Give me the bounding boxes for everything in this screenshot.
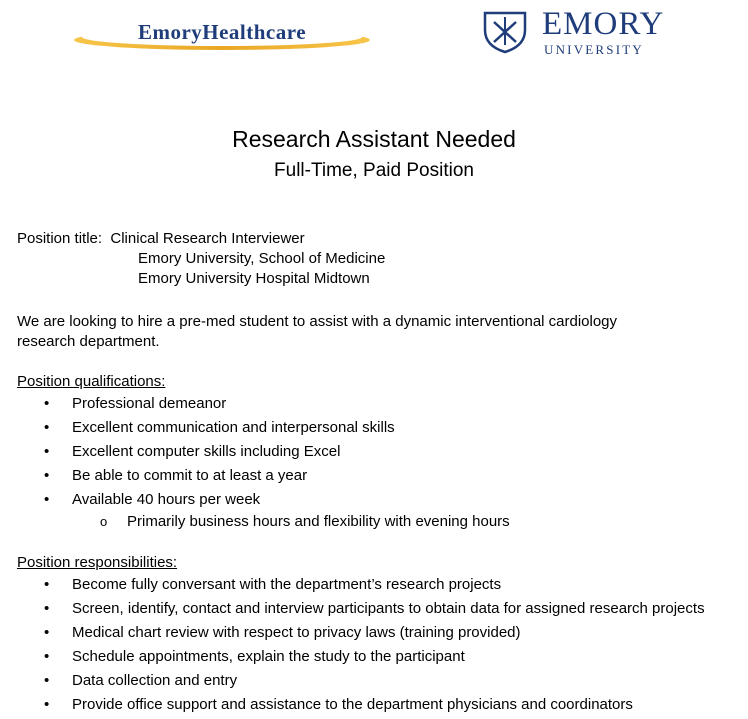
bullet-icon: • bbox=[44, 443, 50, 460]
bullet-icon: • bbox=[44, 491, 50, 508]
position-title-value: Clinical Research Interviewer bbox=[110, 230, 305, 247]
bullet-icon: • bbox=[44, 600, 50, 617]
shield-icon bbox=[482, 10, 528, 54]
emory-healthcare-logo bbox=[72, 12, 372, 58]
university-wordmark: UNIVERSITY bbox=[544, 42, 644, 57]
page-title: Research Assistant Needed bbox=[232, 126, 516, 152]
bullet-icon: • bbox=[44, 467, 50, 484]
position-title-line bbox=[17, 229, 305, 249]
emory-healthcare-wordmark: EmoryHealthcare bbox=[137, 20, 307, 44]
qualifications-heading: Position qualifications: bbox=[17, 373, 166, 390]
intro-line-2: research department. bbox=[17, 333, 160, 350]
position-school: Emory University, School of Medicine bbox=[138, 250, 386, 267]
position-title-label: Position title: bbox=[17, 230, 103, 247]
emory-university-logo bbox=[482, 8, 682, 58]
bullet-icon: • bbox=[44, 648, 50, 665]
bullet-icon: • bbox=[44, 576, 50, 593]
circle-bullet-icon: o bbox=[100, 514, 108, 529]
bullet-icon: • bbox=[44, 624, 50, 641]
emory-wordmark: EMORY bbox=[542, 6, 665, 42]
page-subtitle: Full-Time, Paid Position bbox=[274, 160, 474, 181]
intro-line-1: We are looking to hire a pre-med student to assist with a dynamic interventional cardiology bbox=[17, 313, 618, 330]
bullet-icon: • bbox=[44, 672, 50, 689]
position-hospital: Emory University Hospital Midtown bbox=[138, 270, 370, 287]
bullet-icon: • bbox=[44, 419, 50, 436]
bullet-icon: • bbox=[44, 395, 50, 412]
bullet-icon: • bbox=[44, 696, 50, 713]
responsibilities-heading: Position responsibilities: bbox=[17, 554, 178, 571]
